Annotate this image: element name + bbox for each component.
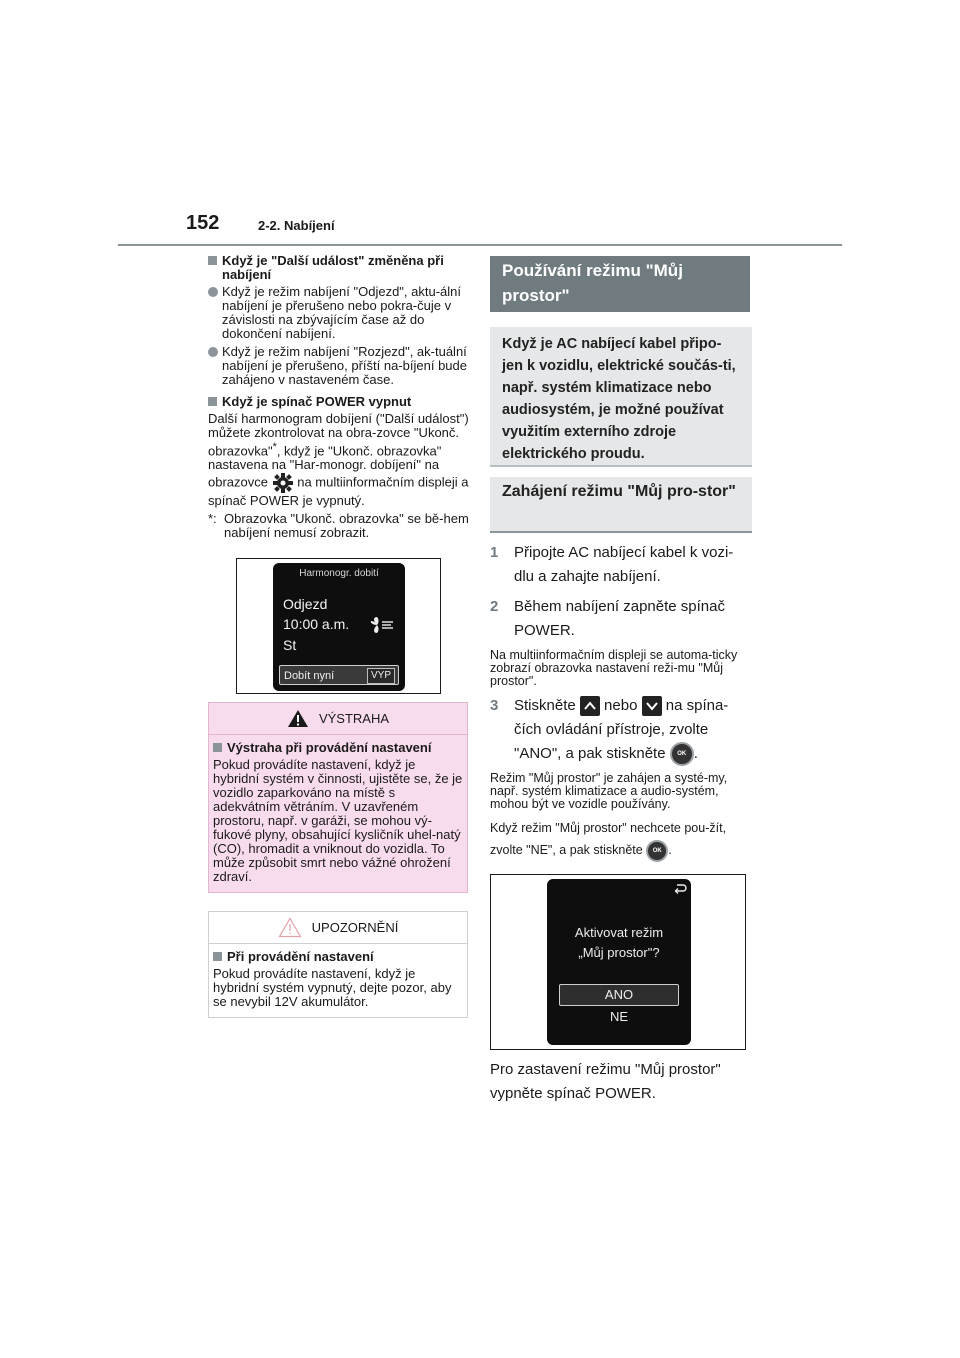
- display-screen: Harmonogr. dobití Odjezd 10:00 a.m. St Dobít nyní VYP: [273, 563, 405, 691]
- square-bullet-icon: [213, 952, 222, 961]
- header-rule: [118, 244, 842, 246]
- info-text: Když režim "Můj prostor" nechcete pou-žít, zvolte "NE", a pak stiskněte OK .: [490, 817, 752, 862]
- charge-now-button: Dobít nyní VYP: [279, 665, 399, 685]
- warning-text: Pokud provádíte nastavení, když je hybridní systém v činnosti, ujistěte se, že je vozidlo zaparkováno na místě s adekvátním větráním. V uzavřeném prostoru, např. v garáži, se mohou vý-fukové plyny, obsahující kysličník uhel-natý (CO), hromadit a vniknout do vozidla. To může způsobit smrt nebo vážné ohrožení zdraví.: [213, 757, 463, 885]
- warning-heading: Výstraha při provádění nastavení: [213, 741, 463, 755]
- round-bullet-icon: [208, 287, 218, 297]
- caution-triangle-icon: [278, 917, 302, 938]
- list-item: Když je režim nabíjení "Rozjezd", ak-tuální nabíjení je přerušeno, příští na-bíjení bude zahájeno v nastaveném čase.: [208, 345, 470, 387]
- step-1: 1 Připojte AC nabíjecí kabel k vozi-dlu a zahajte nabíjení.: [490, 544, 734, 585]
- page-header: [186, 212, 846, 242]
- display-screen: Aktivovat režim „Můj prostor"? ANO NE: [547, 879, 691, 1045]
- charging-schedule-figure: [236, 558, 441, 694]
- caution-box: [208, 911, 468, 1018]
- step-2: 2 Během nabíjení zapněte spínač POWER.: [490, 598, 725, 639]
- left-column: [208, 254, 470, 1018]
- caution-header: UPOZORNĚNÍ: [209, 912, 467, 944]
- info-text: Na multiinformačním displeji se automa-ticky zobrazí obrazovka nastavení reži-mu "Můj prostor".: [490, 648, 738, 688]
- square-bullet-icon: [208, 397, 217, 406]
- closing-text: Pro zastavení režimu "Můj prostor" vypněte spínač POWER.: [490, 1060, 721, 1102]
- ok-button-icon: OK: [646, 840, 668, 862]
- info-text: Režim "Můj prostor" je zahájen a systé-my, např. systém klimatizace a audio-systém, mohou být ve vozidle používány.: [490, 771, 728, 812]
- back-icon: [673, 883, 687, 895]
- option-yes: ANO: [559, 984, 679, 1006]
- fan-icon: [369, 615, 395, 635]
- section-title: 2-2. Nabíjení: [258, 218, 335, 233]
- intro-box: Když je AC nabíjecí kabel připo-jen k vozidlu, elektrické součás-ti, např. systém klimatizace nebo audiosystém, je možné používat využitím externího zdroje elektrického proudu.: [490, 327, 752, 467]
- paragraph: Další harmonogram dobíjení ("Další událost") můžete zkontrolovat na obra-zovce "Ukonč. obrazovka"*, když je "Ukonč. obrazovka" nastavena na "Har-monogr. dobíjení" na obrazovce na multiinformačním displeji a spínač POWER je vypnutý.: [208, 411, 469, 509]
- square-bullet-icon: [213, 743, 222, 752]
- subsection-heading: Zahájení režimu "Můj pro-stor": [490, 477, 752, 533]
- subheading-charging-event: Když je "Další událost" změněna při nabíjení: [208, 254, 470, 282]
- arrow-up-key-icon: [580, 696, 600, 716]
- right-column: [490, 256, 752, 1106]
- arrow-down-key-icon: [642, 696, 662, 716]
- caution-text: Pokud provádíte nastavení, když je hybridní systém vypnutý, dejte pozor, aby se nevybil 12V akumulátor.: [213, 966, 452, 1010]
- caution-heading: Při provádění nastavení: [213, 950, 463, 964]
- warning-triangle-icon: [287, 709, 309, 728]
- my-room-mode-figure: [490, 874, 746, 1050]
- square-bullet-icon: [208, 256, 217, 265]
- section-heading: Používání režimu "Můj prostor": [490, 256, 750, 312]
- step-3: 3 Stiskněte nebo na spína-čích ovládání přístroje, zvolte "ANO", a pak stiskněte OK .: [490, 694, 752, 766]
- warning-header: VÝSTRAHA: [209, 703, 467, 735]
- round-bullet-icon: [208, 347, 218, 357]
- warning-box: [208, 702, 468, 893]
- ok-button-icon: OK: [670, 742, 694, 766]
- gear-icon: [272, 472, 294, 494]
- page-number: 152: [186, 212, 220, 234]
- list-item: Když je režim nabíjení "Odjezd", aktu-ální nabíjení je přerušeno nebo pokra-čuje v závislosti na zbývajícím čase až do dokončení nabíjení.: [208, 285, 470, 341]
- subheading-power-off: Když je spínač POWER vypnut: [208, 395, 470, 409]
- option-no: NE: [609, 1008, 629, 1024]
- footnote: *: Obrazovka "Ukonč. obrazovka" se bě-hem nabíjení nemusí zobrazit.: [208, 511, 469, 541]
